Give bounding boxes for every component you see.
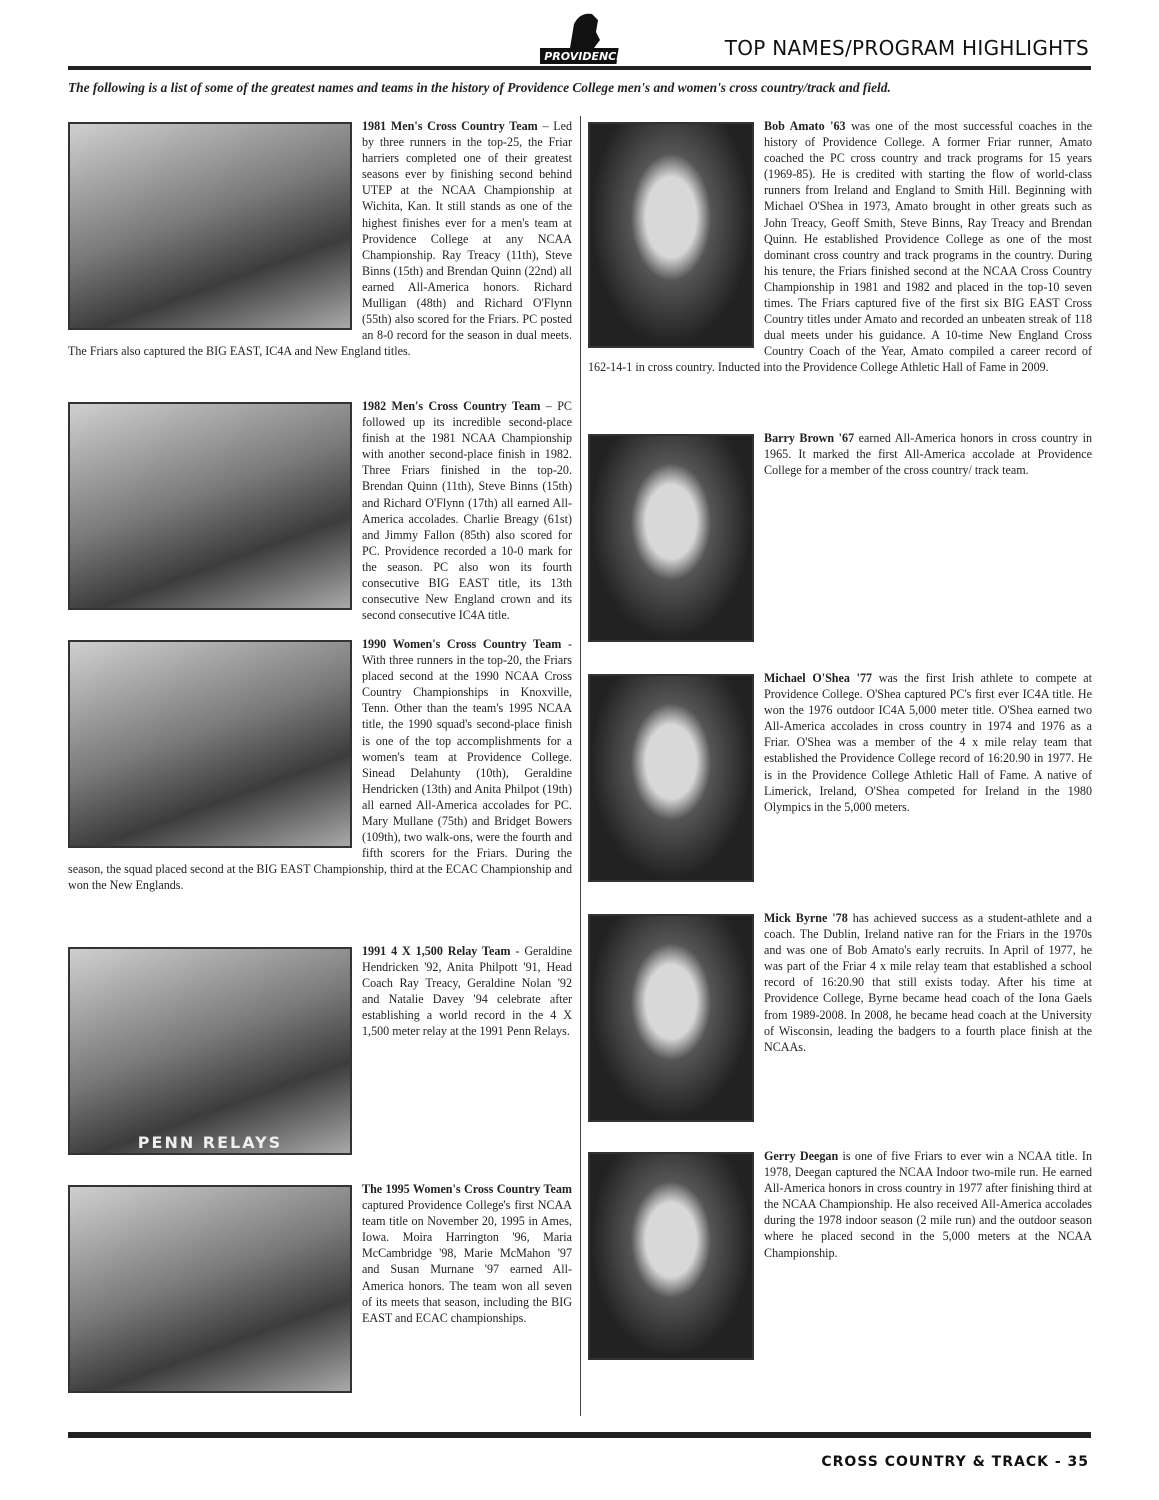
profile-body: was one of the most successful coaches in the history of Providence College. A former Friar runner, Amato coached the PC cross country and track programs for 15 years (1969-85). He is credited with starting the flow of world-class runners from Ireland and England to Smith Hill. Beginning with Michael O'Shea in 1973, Amato brought in other greats such as John Treacy, Geoff Smith, Steve Binns, Ray Treacy and Brendan Quinn. He established Providence College as one of the most dominant cross country and track programs in the country. During his tenure, the Friars finished second at the NCAA Cross Country Championship in 1981 and 1982 and placed in the top-10 seven times. The Friars captured five of the first six BIG EAST Cross Country titles under Amato and recorded an unbeaten streak of 118 dual meets under his guidance. A 10-time New England Cross Country Coach of the Year, Amato compiled a career record of 162-14-1 in cross country. Inducted into the Providence College Athletic Hall of Fame in 2009. <box>588 119 1092 375</box>
portrait-photo <box>588 122 754 348</box>
highlight-body: captured Providence College's first NCAA team title on November 20, 1995 in Ames, Iowa. Moira Harrington '96, Maria McCambridge '98, Marie McMahon '97 and Susan Murnane '97 earned All-America honors. The team won all seven of its meets that season, including the BIG EAST and ECAC championships. <box>362 1198 572 1325</box>
profile-name: Gerry Deegan <box>764 1149 839 1163</box>
highlight-body: - Geraldine Hendricken '92, Anita Philpott '91, Head Coach Ray Treacy, Geraldine Nolan '92 and Natalie Davey '94 celebrate after establishing a world record in the 4 X 1,500 meter relay at the 1991 Penn Relays. <box>362 944 572 1039</box>
column-divider <box>580 116 581 1416</box>
team-photo <box>68 122 352 330</box>
highlight-1981-team <box>68 118 572 359</box>
highlight-heading: The 1995 Women's Cross Country Team <box>362 1182 572 1196</box>
highlight-1991-relay <box>68 943 572 1159</box>
highlight-heading: 1981 Men's Cross Country Team <box>362 119 538 133</box>
profile-mick-byrne <box>588 910 1092 1126</box>
profile-barry-brown <box>588 430 1092 646</box>
highlight-1990-womens-team <box>68 636 572 894</box>
profile-body: has achieved success as a student-athlete and a coach. The Dublin, Ireland native ran for the Friars in the 1970s and was one of Bob Amato's early recruits. In April of 1977, he was part of the Friar 4 x mile relay team that established a school record of 16:20.90 that still exists today. After his time at Providence College, Byrne became head coach of the Iona Gaels from 1989-2008. In 2008, he became head coach at the University of Wisconsin, leading the badgers to a fourth place finish at the NCAAs. <box>764 911 1093 1054</box>
portrait-photo <box>588 674 754 882</box>
highlight-body: – Led by three runners in the top-25, the Friar harriers completed one of their greatest seasons ever by finishing second behind UTEP at the NCAA Championship at Wichita, Kan. It still stands as one of the highest finishes ever for a men's team at Providence College at any NCAA Championship. Ray Treacy (11th), Steve Binns (15th) and Brendan Quinn (22nd) all earned All-America honors. Richard Mulligan (48th) and Richard O'Flynn (55th) also scored for the Friars. PC posted an 8-0 record for the season in dual meets. The Friars also captured the BIG EAST, IC4A and New England titles. <box>68 119 572 359</box>
team-photo <box>68 640 352 848</box>
providence-logo <box>540 10 626 70</box>
profile-name: Bob Amato '63 <box>764 119 846 133</box>
intro-text: The following is a list of some of the greatest names and teams in the history of Providence College men's and women's cross country/track and field. <box>68 80 891 95</box>
profile-michael-oshea <box>588 670 1092 886</box>
profile-body: earned All-America honors in cross country in 1965. It marked the first All-America accolade at Providence College for a member of the cross country/ track team. <box>764 431 1092 478</box>
page-title: TOP NAMES/PROGRAM HIGHLIGHTS <box>724 36 1089 60</box>
profile-bob-amato <box>588 118 1092 376</box>
highlight-body: - With three runners in the top-20, the Friars placed second at the 1990 NCAA Cross Country Championships in Knoxville, Tenn. Other than the team's 1995 NCAA title, the 1990 squad's second-place finish is one of the top accomplishments for a women's team at Providence College. Sinead Delahunty (10th), Geraldine Hendricken (13th) and Anita Philpot (19th) all earned All-America accolades for PC. Mary Mullane (75th) and Bridget Bowers (109th), two walk-ons, were the fourth and fifth scorers for the Friars. During the season, the squad placed second at the BIG EAST Championship, third at the ECAC Championship and won the New Englands. <box>68 637 572 893</box>
profile-body: is one of five Friars to ever win a NCAA title. In 1978, Deegan captured the NCAA Indoor two-mile run. He earned All-America honors in cross country in 1977 after finishing third at the NCAA Championship. He also received All-America accolades during the 1978 indoor season (2 mile run) and the outdoor season where he placed second in the 5,000 meters at the NCAA Championship. <box>764 1149 1092 1260</box>
profile-name: Barry Brown '67 <box>764 431 855 445</box>
top-rule <box>68 66 1091 70</box>
profile-name: Mick Byrne '78 <box>764 911 848 925</box>
bottom-rule <box>68 1432 1091 1438</box>
team-photo <box>68 1185 352 1393</box>
photo-caption: PENN RELAYS <box>137 1132 283 1152</box>
highlight-1995-womens-team <box>68 1181 572 1397</box>
portrait-photo <box>588 1152 754 1360</box>
profile-gerry-deegan <box>588 1148 1092 1364</box>
profile-body: was the first Irish athlete to compete at Providence College. O'Shea captured PC's first ever IC4A title. He won the 1976 outdoor IC4A 5,000 meter title. O'Shea earned two All-America accolades in cross country in 1974 and 1976 as a Friar. O'Shea was a member of the 4 x mile relay team that established the Providence College record of 16:20.90 in 1977. He is in the Providence College Athletic Hall of Fame. A native of Limerick, Ireland, O'Shea competed for Ireland in the 1980 Olympics in the 5,000 meters. <box>764 671 1093 814</box>
highlight-1982-team <box>68 398 572 623</box>
portrait-photo <box>588 914 754 1122</box>
profile-name: Michael O'Shea '77 <box>764 671 873 685</box>
svg-text:PROVIDENCE: PROVIDENCE <box>544 50 624 63</box>
highlight-heading: 1990 Women's Cross Country Team <box>362 637 562 651</box>
page-footer: CROSS COUNTRY & TRACK - 35 <box>821 1454 1089 1470</box>
highlight-body: – PC followed up its incredible second-place finish at the 1981 NCAA Championship with another second-place finish in 1982. Three Friars finished in the top-20. Brendan Quinn (11th), Steve Binns (15th) and Richard O'Flynn (17th) all earned All-America accolades. Charlie Breagy (61st) and Jimmy Fallon (85th) also scored for PC. Providence recorded a 10-0 mark for the season. PC also won its fourth consecutive BIG EAST title, its 13th consecutive New England crown and its second consecutive IC4A title. <box>362 399 572 623</box>
highlight-heading: 1991 4 X 1,500 Relay Team <box>362 944 511 958</box>
team-photo <box>68 402 352 610</box>
highlight-heading: 1982 Men's Cross Country Team <box>362 399 541 413</box>
portrait-photo <box>588 434 754 642</box>
relay-photo <box>68 947 352 1155</box>
